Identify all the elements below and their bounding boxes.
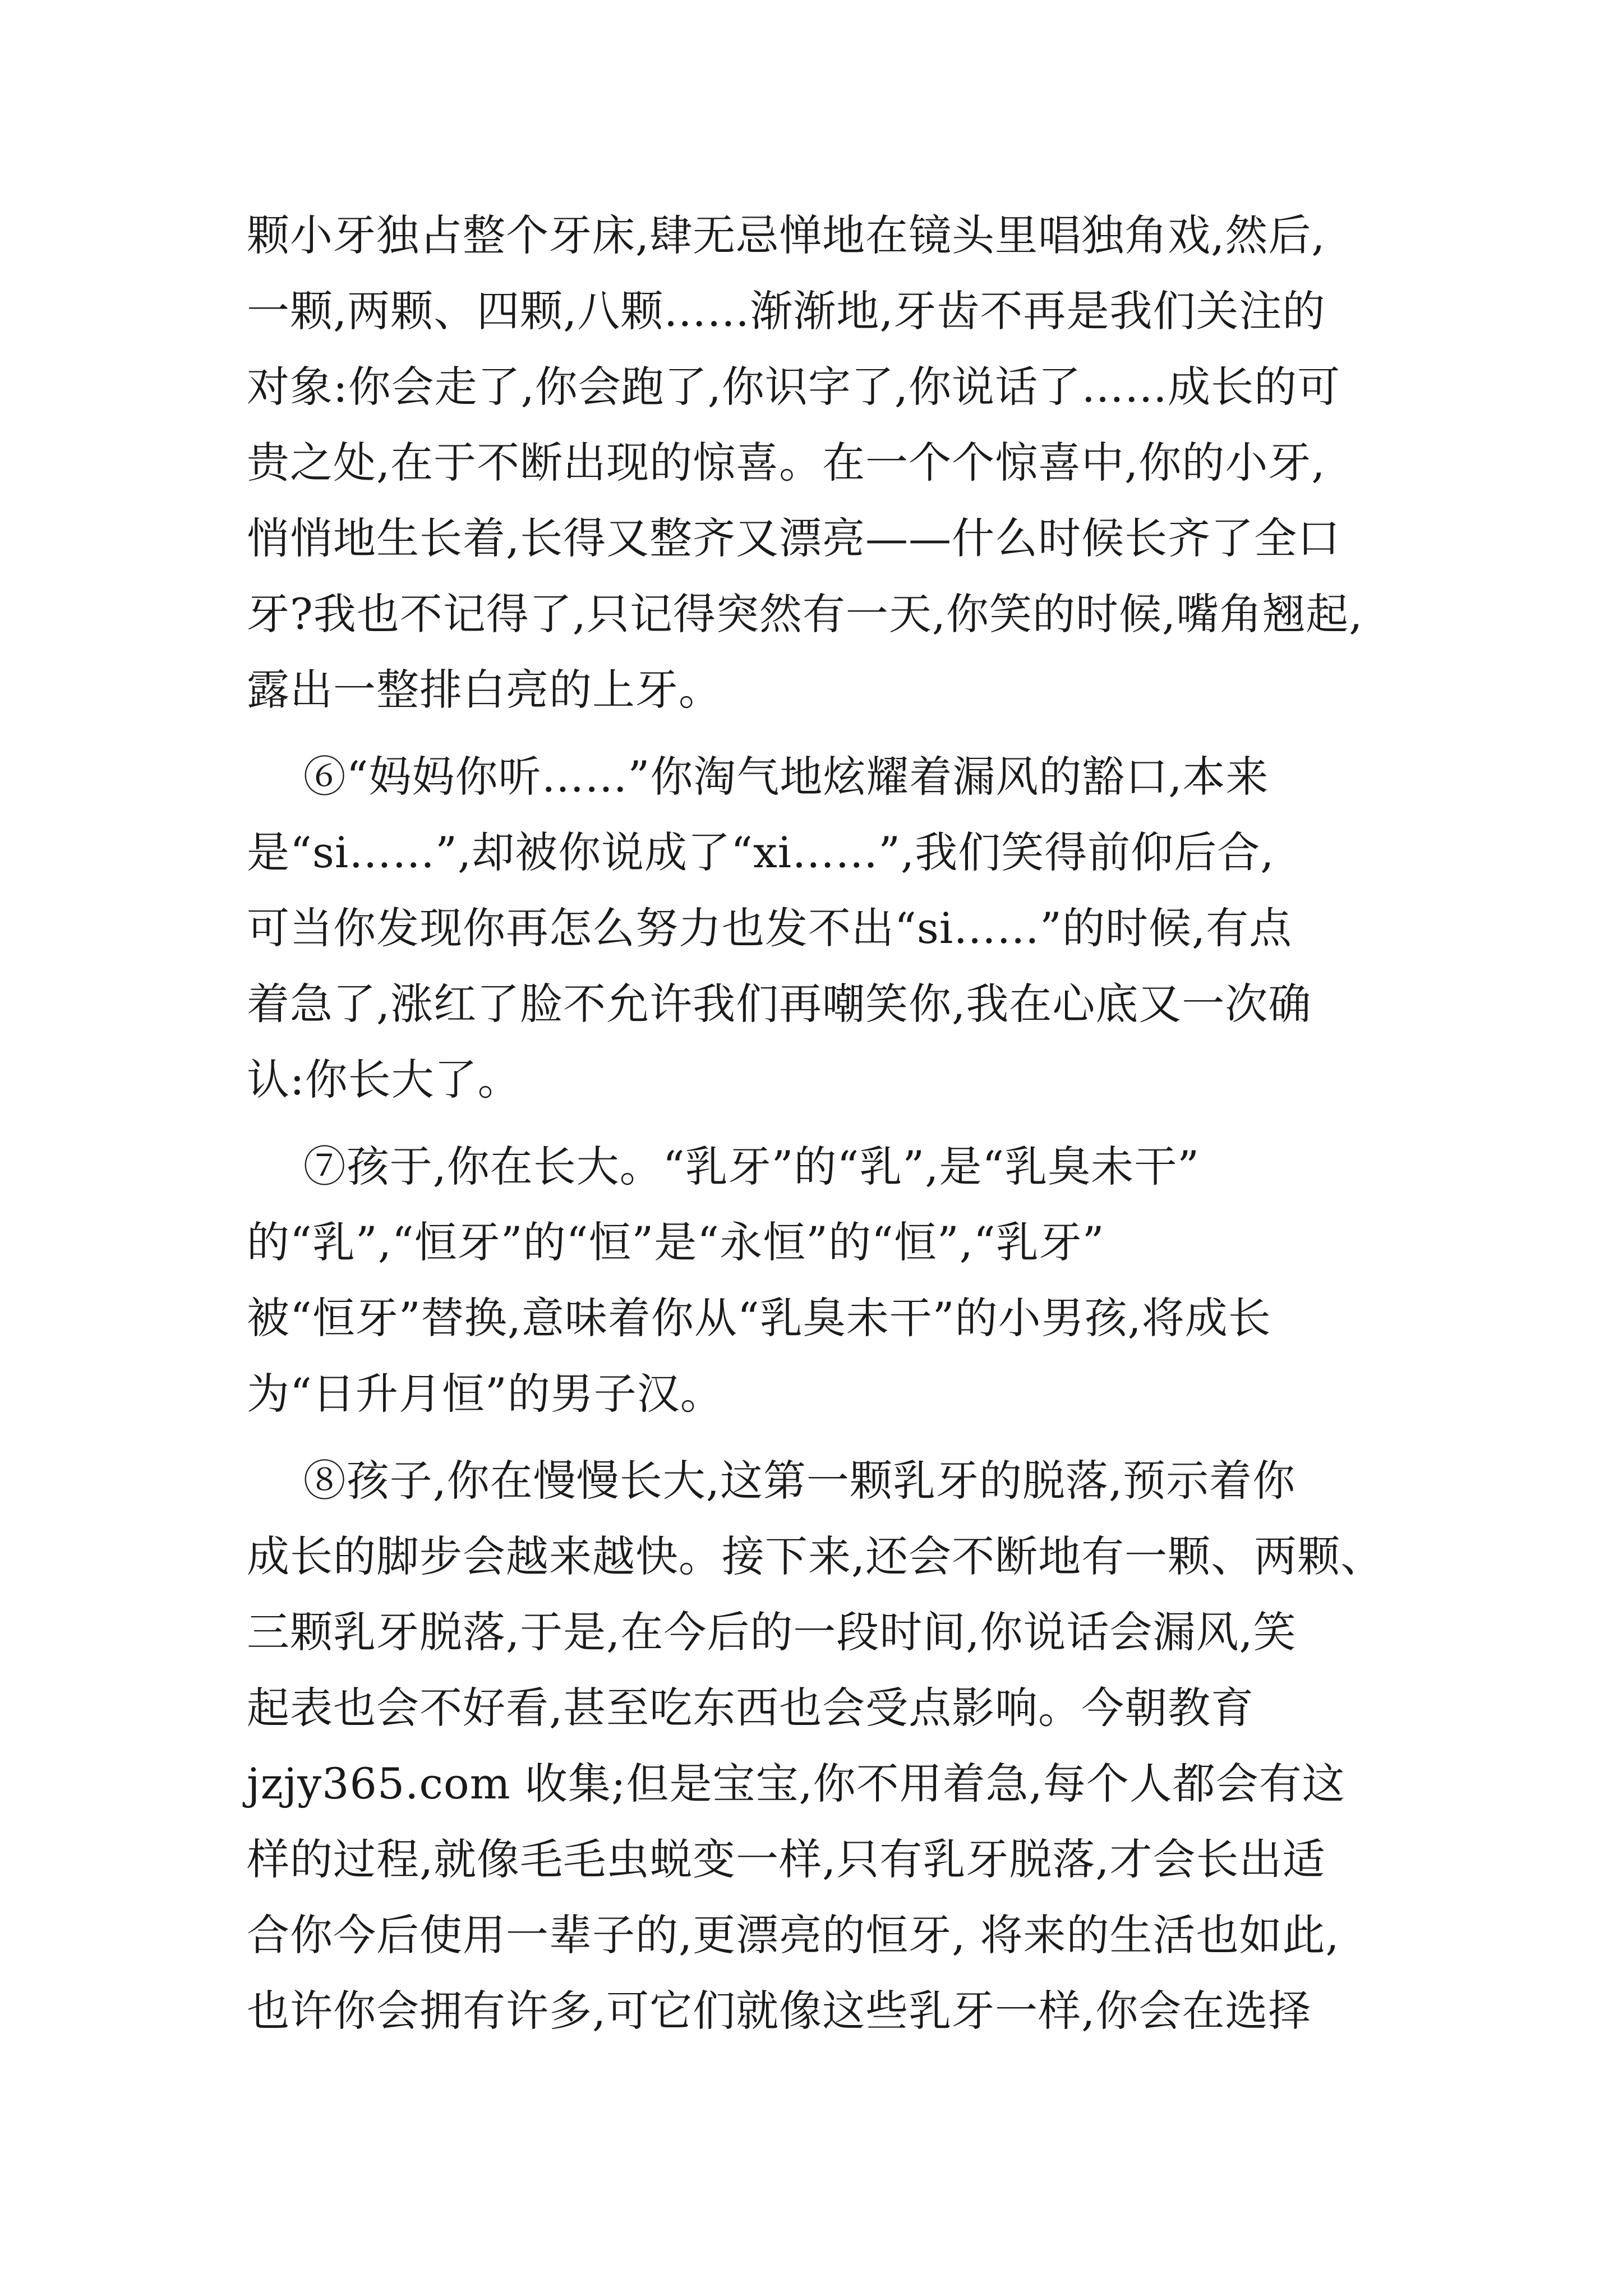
text-line: 颗小牙独占整个牙床,肆无忌惮地在镜头里唱独角戏,然后, <box>247 210 1326 260</box>
paragraph-8 <box>247 1443 1384 2049</box>
text-line: jzjy365.com 收集;但是宝宝,你不用着急,每个人都会有这 <box>247 1759 1345 1809</box>
text-line: 悄悄地生长着,长得又整齐又漂亮——什么时候长齐了全口 <box>247 513 1341 563</box>
paragraph-gap <box>247 1117 1380 1129</box>
text-line: 样的过程,就像毛毛虫蜕变一样,只有乳牙脱落,才会长出适 <box>247 1834 1326 1884</box>
paragraph-gap <box>247 1432 1380 1443</box>
text-line: 着急了,涨红了脸不允许我们再嘲笑你,我在心底又一次确 <box>247 979 1312 1029</box>
text-line: 认:你长大了。 <box>247 1055 521 1105</box>
text-line: ⑥“妈妈你听……”你淘气地炫耀着漏风的豁口,本来 <box>247 752 1269 802</box>
text-line: 露出一整排白亮的上牙。 <box>247 665 722 715</box>
text-line: 牙?我也不记得了,只记得突然有一天,你笑的时候,嘴角翘起, <box>247 589 1363 639</box>
text-line: 是“si……”,却被你说成了“xi……”,我们笑得前仰后合, <box>247 827 1275 877</box>
paragraph-gap <box>247 728 1380 739</box>
text-line: 的“乳”,“恒牙”的“恒”是“永恒”的“恒”,“乳牙” <box>247 1217 1105 1267</box>
text-line: 对象:你会走了,你会跑了,你识字了,你说话了……成长的可 <box>247 362 1341 412</box>
paragraph-6 <box>247 739 1380 1117</box>
text-line: 也许你会拥有许多,可它们就像这些乳牙一样,你会在选择 <box>247 1986 1312 2036</box>
text-line: ⑦孩于,你在长大。“乳牙”的“乳”,是“乳臭未干” <box>247 1142 1200 1191</box>
text-line: 成长的脚步会越来越快。接下来,还会不断地有一颗、两颗、 <box>247 1531 1384 1581</box>
text-line: 为“日升月恒”的男子汉。 <box>247 1369 723 1419</box>
text-line: 合你今后使用一辈子的,更漂亮的恒牙, 将来的生活也如此, <box>247 1910 1340 1960</box>
text-line: 贵之处,在于不断出现的惊喜。在一个个惊喜中,你的小牙, <box>247 438 1326 487</box>
body-text <box>247 197 1384 2049</box>
paragraph-7 <box>247 1129 1380 1432</box>
text-line: 起表也会不好看,甚至吃东西也会受点影响。今朝教育 <box>247 1683 1255 1733</box>
text-line: 一颗,两颗、四颗,八颗……渐渐地,牙齿不再是我们关注的 <box>247 286 1326 336</box>
text-line: 被“恒牙”替换,意味着你从“乳臭未干”的小男孩,将成长 <box>247 1293 1271 1343</box>
text-line: 三颗乳牙脱落,于是,在今后的一段时间,你说话会漏风,笑 <box>247 1607 1297 1657</box>
paragraph-5-continued <box>247 197 1380 728</box>
text-line: ⑧孩子,你在慢慢长大,这第一颗乳牙的脱落,预示着你 <box>247 1456 1296 1506</box>
text-line: 可当你发现你再怎么努力也发不出“si……”的时候,有点 <box>247 903 1293 953</box>
